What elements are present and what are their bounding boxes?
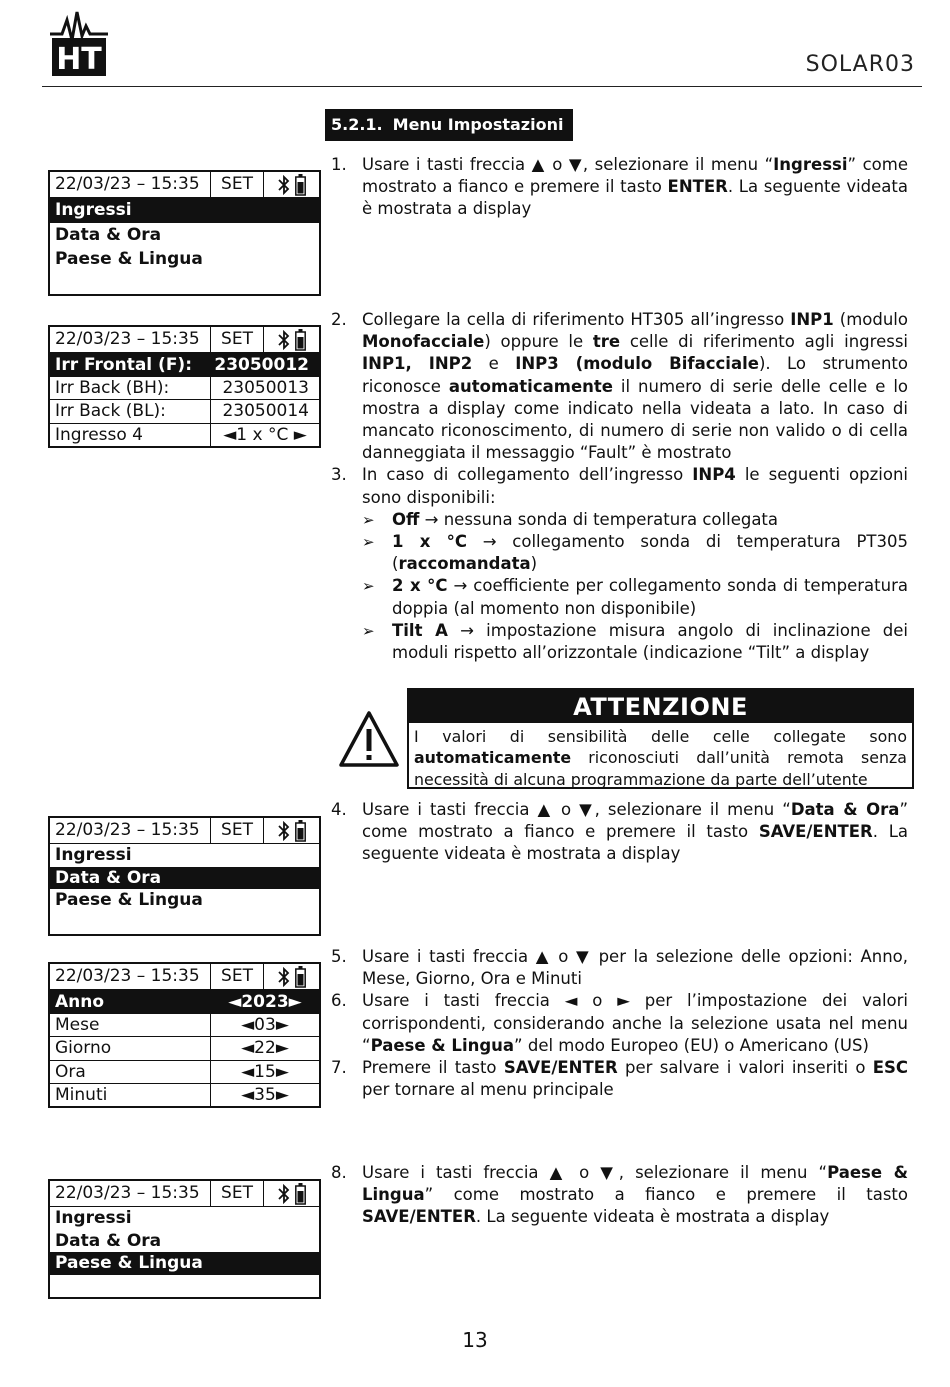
- bluetooth-icon: [278, 1184, 290, 1204]
- bluetooth-icon: [278, 821, 290, 841]
- warning-box: [407, 688, 914, 789]
- bullet-arrow-icon: ➢: [362, 533, 375, 552]
- option-1xc: ➢ 1 x °C → collegamento sonda di temperatura PT305 (raccomandata): [362, 532, 908, 574]
- page-number: 13: [462, 1328, 488, 1352]
- lcd-screen-datetime: [48, 962, 321, 1108]
- menu-item-paese-lingua[interactable]: Paese & Lingua: [55, 890, 203, 910]
- step-8: 8. Usare i tasti freccia ▲ o ▼, selezionare il menu “Paese & Lingua” come mostrato a fianco e premere il tasto SAVE/ENTER. La seguente videata è mostrata a display: [331, 1163, 908, 1227]
- battery-icon: [295, 966, 306, 988]
- lcd-screen-data-ora: [48, 816, 321, 936]
- bluetooth-icon: [278, 967, 290, 987]
- lcd-screen-inputs: [48, 325, 321, 448]
- menu-item-paese-lingua[interactable]: Paese & Lingua: [55, 249, 203, 269]
- step-5: 5. Usare i tasti freccia ▲ o ▼ per la selezione delle opzioni: Anno, Mese, Giorno, Ora e Minuti: [331, 947, 908, 989]
- datetime-row-anno[interactable]: Anno ◄2023►: [50, 990, 319, 1013]
- lcd-screen-paese-lingua: [48, 1179, 321, 1299]
- lcd-screen-ingressi: [48, 170, 321, 296]
- menu-item-ingressi[interactable]: Ingressi: [50, 198, 319, 223]
- ht-logo: [50, 10, 108, 78]
- bullet-arrow-icon: ➢: [362, 510, 375, 529]
- menu-item-data-ora[interactable]: Data & Ora: [50, 867, 319, 890]
- menu-item-ingressi[interactable]: Ingressi: [55, 845, 132, 865]
- menu-item-data-ora[interactable]: Data & Ora: [55, 224, 162, 245]
- step-4: 4. Usare i tasti freccia ▲ o ▼, selezionare il menu “Data & Ora” come mostrato a fianco e premere il tasto SAVE/ENTER. La seguente videata è mostrata a display: [331, 800, 908, 864]
- menu-item-ingressi[interactable]: Ingressi: [55, 1208, 132, 1228]
- section-title: 5.2.1. Menu Impostazioni: [325, 109, 573, 141]
- svg-text:HT: HT: [56, 42, 102, 77]
- battery-icon: [295, 329, 306, 351]
- step-1: 1. Usare i tasti freccia ▲ o ▼, selezionare il menu “Ingressi” come mostrato a fianco e premere il tasto ENTER. La seguente videata è mostrata a display: [331, 155, 908, 219]
- bluetooth-icon: [278, 330, 290, 350]
- option-tilt: ➢ Tilt A → impostazione misura angolo di inclinazione dei moduli rispetto all’orizzontale (indicazione “Tilt” a display: [362, 620, 909, 663]
- warning-text: I valori di sensibilità delle celle collegate sono automaticamente riconosciuti dall’unità remota senza necessità di alcuna programmazione da parte dell’utente: [414, 727, 907, 789]
- steps-2-3: [326, 309, 908, 664]
- header-divider: [42, 86, 922, 87]
- battery-icon: [295, 820, 306, 842]
- steps-5-7: [326, 946, 908, 1101]
- datetime-row-ora[interactable]: Ora ◄15►: [50, 1060, 319, 1083]
- lcd-header: 22/03/23 – 15:35 SET: [50, 327, 319, 353]
- bluetooth-icon: [278, 175, 290, 195]
- lcd-header: 22/03/23 – 15:35 SET: [50, 1181, 319, 1207]
- lcd-header: 22/03/23 – 15:35 SET: [50, 964, 319, 990]
- datetime-row-minuti[interactable]: Minuti ◄35►: [50, 1083, 319, 1106]
- lcd-header: 22/03/23 – 15:35 SET: [50, 172, 319, 198]
- datetime-row-mese[interactable]: Mese ◄03►: [50, 1013, 319, 1036]
- warning-title: ATTENZIONE: [409, 690, 912, 723]
- warning-triangle-icon: [338, 710, 400, 768]
- battery-icon: [295, 174, 306, 196]
- lcd-header: 22/03/23 – 15:35 SET: [50, 818, 319, 844]
- step-2: 2. Collegare la cella di riferimento HT305 all’ingresso INP1 (modulo Monofacciale) oppure le tre celle di riferimento agli ingressi INP1, INP2 e INP3 (modulo Bifacciale). Lo strumento riconosce automaticamente il numero di serie delle celle e lo mostra a display come indicato nella videata a lato. In caso di mancato riconoscimento, di numero di serie non valido o di cella danneggiata il messaggio “Fault” è mostrato: [331, 310, 908, 463]
- input-row-irr-back-bh[interactable]: Irr Back (BH): 23050013: [50, 376, 319, 399]
- datetime-row-giorno[interactable]: Giorno ◄22►: [50, 1036, 319, 1059]
- option-off: ➢ Off → nessuna sonda di temperatura collegata: [326, 509, 908, 531]
- bullet-arrow-icon: ➢: [362, 577, 375, 596]
- input-row-irr-back-bl[interactable]: Irr Back (BL): 23050014: [50, 399, 319, 422]
- battery-icon: [295, 1183, 306, 1205]
- option-2xc: ➢ 2 x °C → coefficiente per collegamento sonda di temperatura doppia (al momento non disponibile): [362, 576, 908, 618]
- model-name: SOLAR03: [805, 52, 915, 77]
- input-row-irr-frontal[interactable]: Irr Frontal (F): 23050012: [50, 353, 319, 376]
- menu-item-paese-lingua[interactable]: Paese & Lingua: [50, 1252, 319, 1275]
- step-6: 6. Usare i tasti freccia ◄ o ► per l’impostazione dei valori corrispondenti, considerando anche la selezione usata nel menu “Paese & Lingua” del modo Europeo (EU) o Americano (US): [331, 991, 908, 1055]
- input-row-ingresso-4[interactable]: Ingresso 4 ◄1 x °C ►: [50, 423, 319, 446]
- menu-item-data-ora[interactable]: Data & Ora: [55, 1230, 162, 1251]
- step-7: 7. Premere il tasto SAVE/ENTER per salvare i valori inseriti o ESC per tornare al menu principale: [331, 1058, 908, 1100]
- step-3: 3. In caso di collegamento dell’ingresso INP4 le seguenti opzioni sono disponibili:: [331, 465, 908, 507]
- bullet-arrow-icon: ➢: [362, 621, 375, 640]
